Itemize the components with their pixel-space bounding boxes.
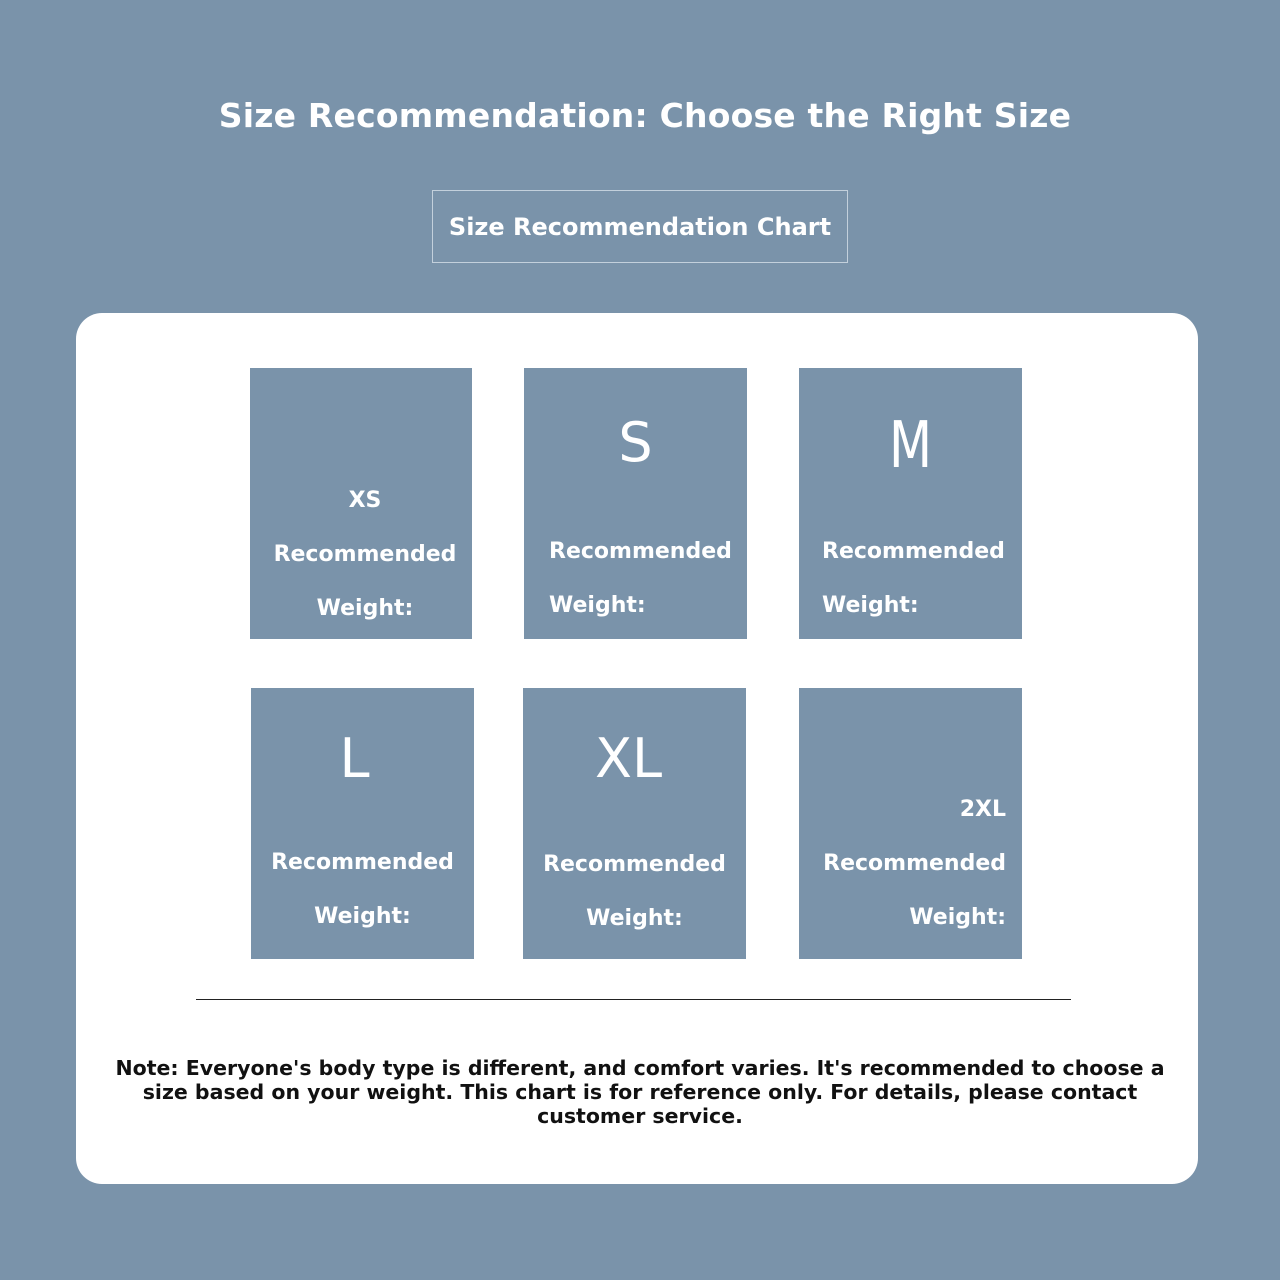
weight-range-2xl: 75-80kg: [905, 959, 1006, 984]
recommended-label: Recommended: [823, 851, 1006, 876]
weight-range-xs: 45-50kg: [314, 650, 416, 675]
size-tile-xs: [250, 368, 472, 675]
size-label-xs: XS: [348, 488, 382, 513]
size-tile-l-info: [251, 822, 474, 1011]
chart-subtitle-box: [432, 190, 848, 263]
weight-label: Weight:: [586, 906, 683, 931]
weight-range-xl: 70-75kg: [584, 960, 685, 985]
size-tile-s: [524, 368, 747, 672]
weight-range-s: 50-55kg: [549, 647, 650, 672]
size-tile-xs-info: [250, 460, 472, 703]
weight-label: Weight:: [314, 904, 411, 929]
size-tile-s-info: [524, 511, 747, 700]
size-tile-m: [799, 368, 1022, 672]
size-tile-2xl: [799, 688, 1022, 984]
recommended-label: Recommended: [271, 850, 454, 875]
weight-range-m: 55-60kg: [822, 647, 923, 672]
weight-label: Weight:: [822, 593, 919, 618]
size-tile-xl: [523, 688, 746, 985]
recommended-label: Recommended: [543, 852, 726, 877]
recommended-label: Recommended: [549, 539, 732, 564]
chart-subtitle: Size Recommendation Chart: [448, 212, 832, 241]
size-label-2xl: 2XL: [959, 797, 1006, 822]
page-title: Size Recommendation: Choose the Right Size: [218, 96, 1072, 135]
divider: [196, 999, 1071, 1000]
size-letter-m: M: [888, 409, 933, 483]
size-card: [76, 313, 1198, 1184]
size-letter-xl: XL: [594, 727, 663, 790]
size-letter-l: L: [339, 727, 370, 790]
weight-range-l: 60-65kg: [312, 958, 413, 983]
size-tile-l: [251, 688, 474, 983]
size-letter-s: S: [618, 411, 653, 474]
weight-label: Weight:: [909, 905, 1006, 930]
recommended-label: Recommended: [273, 542, 457, 567]
size-tile-m-info: [799, 511, 1022, 700]
recommended-label: Recommended: [822, 539, 1005, 564]
weight-label: Weight:: [316, 596, 414, 621]
weight-label: Weight:: [549, 593, 646, 618]
size-tile-xl-info: [523, 824, 746, 1013]
size-tile-2xl-info: [799, 769, 1022, 1012]
size-note: Note: Everyone's body type is different, and comfort varies. It's recommended to choose a size based on your weight. This chart is for reference only. For details, please contact customer service.: [115, 1056, 1165, 1128]
